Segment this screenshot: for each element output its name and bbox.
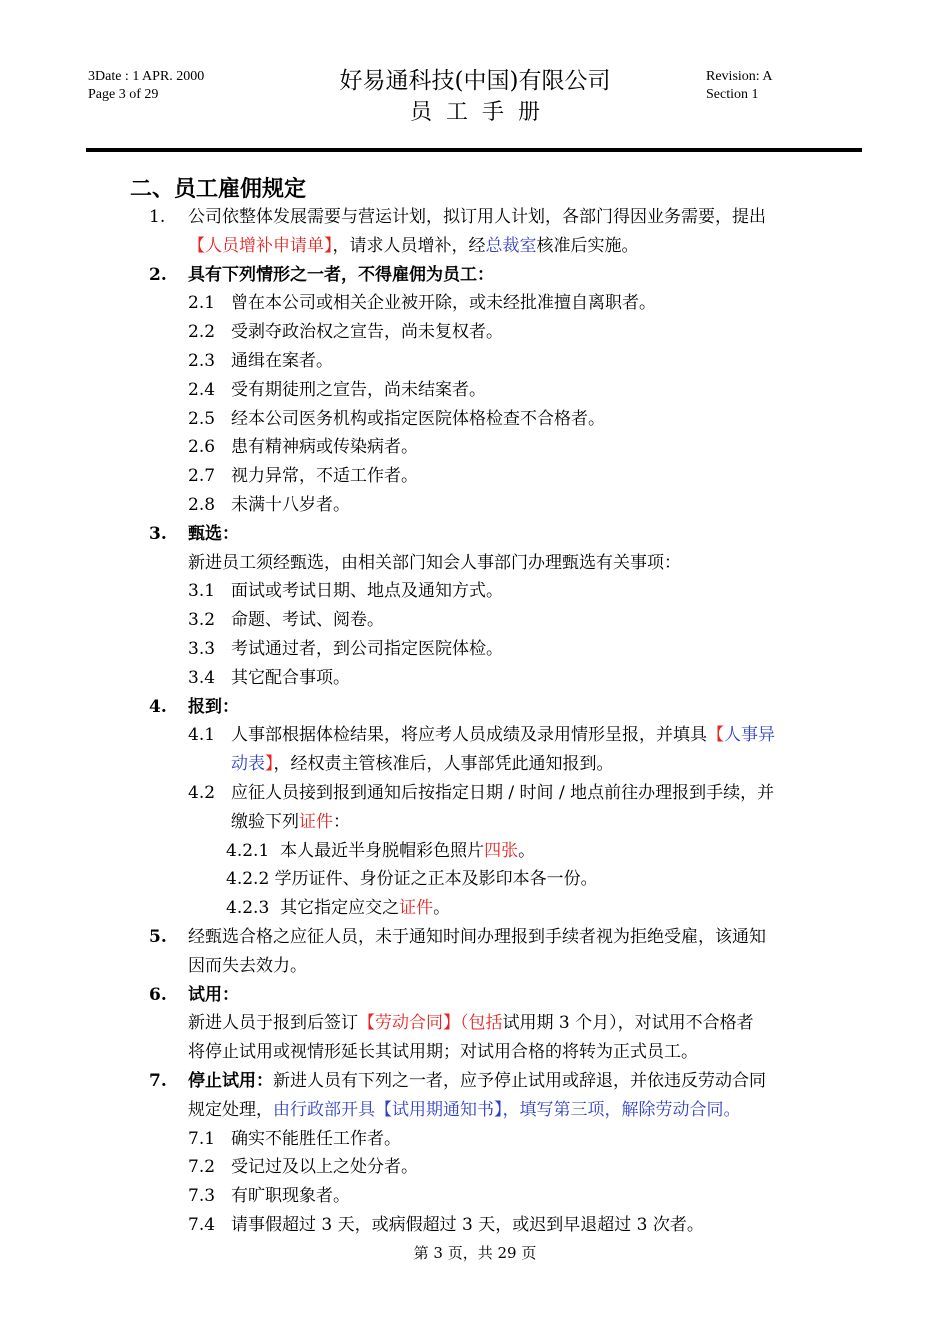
company-name: 好易通科技(中国)有限公司 <box>339 68 611 94</box>
sub-item: 2.5 经本公司医务机构或指定医院体格检查不合格者。 <box>188 408 605 429</box>
item-7-line-2: 规定处理，由行政部开具【试用期通知书】，填写第三项，解除劳动合同。 <box>188 1099 741 1120</box>
sub-item: 2.2 受剥夺政治权之宣告，尚未复权者。 <box>188 322 503 343</box>
header-right <box>706 68 773 104</box>
header-center <box>295 66 655 130</box>
item-heading: 试用： <box>188 984 239 1005</box>
sub-item: 3.2 命题、考试、阅卷。 <box>188 610 384 631</box>
sub-item-4-2-line-1: 4.2 应征人员接到报到通知后按指定日期 / 时间 / 地点前往办理报到手续，并 <box>188 782 775 803</box>
section-title: 二、员工雇佣规定 <box>130 176 307 202</box>
header-section: Section 1 <box>706 87 759 102</box>
sub-item: 2.7 视力异常，不适工作者。 <box>188 466 418 487</box>
item-5-line-1: 5. 经甄选合格之应征人员，未于通知时间办理报到手续者视为拒绝受雇，该通知 <box>0 923 950 952</box>
item-heading: 具有下列情形之一者，不得雇佣为员工： <box>188 264 494 285</box>
sub-item: 2.3 通缉在案者。 <box>188 350 333 371</box>
form-name-red: 【人员增补申请单】 <box>188 235 333 256</box>
item-7-line-1: 7. 停止试用：新进人员有下列之一者，应予停止试用或辞退，并依违反劳动合同 <box>0 1067 950 1096</box>
item-1-line-1 <box>0 203 950 232</box>
sub-item: 3.4 其它配合事项。 <box>188 667 350 688</box>
item-3-heading <box>0 520 950 549</box>
item-1-line-2: 【人员增补申请单】，请求人员增补，经总裁室核准后实施。 <box>188 235 639 256</box>
item-number: 7. <box>149 1070 167 1091</box>
sub-item-4-2-line-2: 缴验下列证件： <box>231 811 350 832</box>
item-4-heading <box>0 693 950 722</box>
header-date: 3Date : 1 APR. 2000 <box>88 69 205 84</box>
sub-item-4-1-line-1: 4.1 人事部根据体检结果，将应考人员成绩及录用情形呈报，并填具【人事异 <box>188 725 775 746</box>
item-heading: 停止试用： <box>188 1070 273 1091</box>
item-6-line-1: 新进人员于报到后签订【劳动合同】（包括试用期 3 个月），对试用不合格者 <box>188 1013 754 1034</box>
item-5-line-2: 因而失去效力。 <box>188 955 307 976</box>
item-number: 6. <box>149 984 167 1005</box>
sub-item: 2.4 受有期徒刑之宣告，尚未结案者。 <box>188 379 486 400</box>
header-revision: Revision: A <box>706 69 773 84</box>
sub-item: 7.1 确实不能胜任工作者。 <box>188 1128 401 1149</box>
item-number: 5. <box>149 926 167 947</box>
document-body <box>0 203 950 1240</box>
item-number: 3. <box>149 523 167 544</box>
sub-sub-item-4-2-2: 4.2.2 学历证件、身份证之正本及影印本各一份。 <box>226 869 598 890</box>
sub-item: 3.1 面试或考试日期、地点及通知方式。 <box>188 581 503 602</box>
sub-sub-item-4-2-1: 4.2.1 本人最近半身脱帽彩色照片四张。 <box>226 840 536 861</box>
sub-item: 2.6 患有精神病或传染病者。 <box>188 437 418 458</box>
item-number: 2. <box>149 264 167 285</box>
header-left <box>88 68 204 104</box>
item-number: 1. <box>149 207 166 227</box>
item-heading: 甄选： <box>188 523 239 544</box>
header-page: Page 3 of 29 <box>88 87 159 102</box>
item-number: 4. <box>149 696 167 717</box>
sub-item: 7.3 有旷职现象者。 <box>188 1186 350 1207</box>
item-6-heading <box>0 981 950 1010</box>
sub-item: 3.3 考试通过者，到公司指定医院体检。 <box>188 638 503 659</box>
sub-item: 7.4 请事假超过 3 天，或病假超过 3 天，或迟到早退超过 3 次者。 <box>188 1214 704 1235</box>
sub-item: 7.2 受记过及以上之处分者。 <box>188 1157 418 1178</box>
item-6-line-2: 将停止试用或视情形延长其试用期；对试用合格的将转为正式员工。 <box>188 1042 698 1063</box>
item-2-heading <box>0 261 950 290</box>
item-heading: 报到： <box>188 696 239 717</box>
sub-item: 2.8 未满十八岁者。 <box>188 494 350 515</box>
approver-blue: 总裁室 <box>485 235 537 256</box>
sub-item-4-1-line-2: 动表】，经权责主管核准后，人事部凭此通知报到。 <box>231 754 614 775</box>
header-divider <box>86 148 862 152</box>
item-3-intro: 新进员工须经甄选，由相关部门知会人事部门办理甄选有关事项： <box>188 552 681 573</box>
item-text: 公司依整体发展需要与营运计划，拟订用人计划，各部门得因业务需要，提出 <box>188 207 766 227</box>
sub-sub-item-4-2-3: 4.2.3 其它指定应交之证件。 <box>226 898 451 919</box>
handbook-title: 员工手册 <box>409 100 554 125</box>
sub-item: 2.1 曾在本公司或相关企业被开除，或未经批准擅自离职者。 <box>188 293 656 314</box>
page-footer: 第 3 页，共 29 页 <box>413 1244 537 1262</box>
